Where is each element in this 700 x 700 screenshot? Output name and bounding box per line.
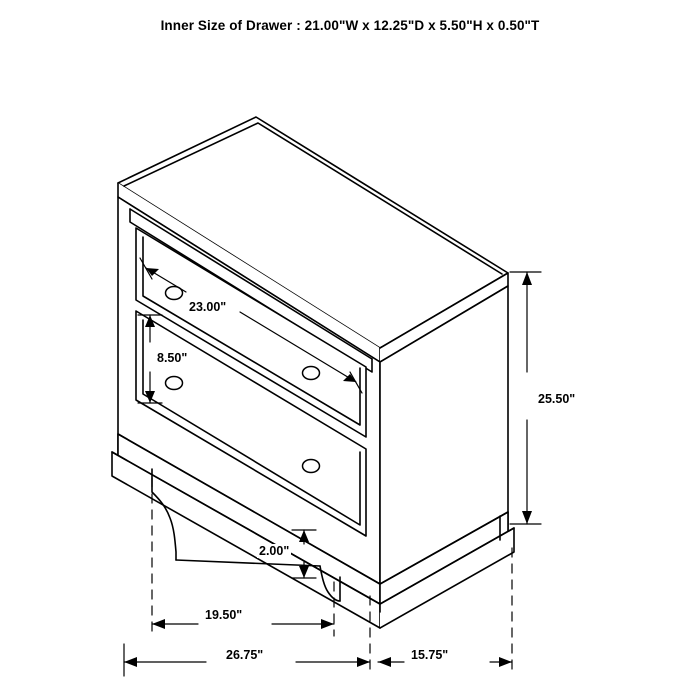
dim-label-overall-depth-side: 15.75" (411, 648, 449, 662)
dim-label-drawer-height-left: 8.50" (157, 351, 188, 365)
dim-label-leg-span-front: 19.50" (205, 608, 243, 622)
dim-label-apron-clearance: 2.00" (259, 544, 290, 558)
dim-26_75 (124, 596, 370, 676)
page-title: Inner Size of Drawer : 21.00"W x 12.25"D x 5.50"H x 0.50"T (160, 18, 540, 33)
dim-label-drawer-width-top: 23.00" (189, 300, 227, 314)
dim-label-overall-width-front: 26.75" (226, 648, 264, 662)
dim-label-overall-height-right: 25.50" (538, 392, 576, 406)
